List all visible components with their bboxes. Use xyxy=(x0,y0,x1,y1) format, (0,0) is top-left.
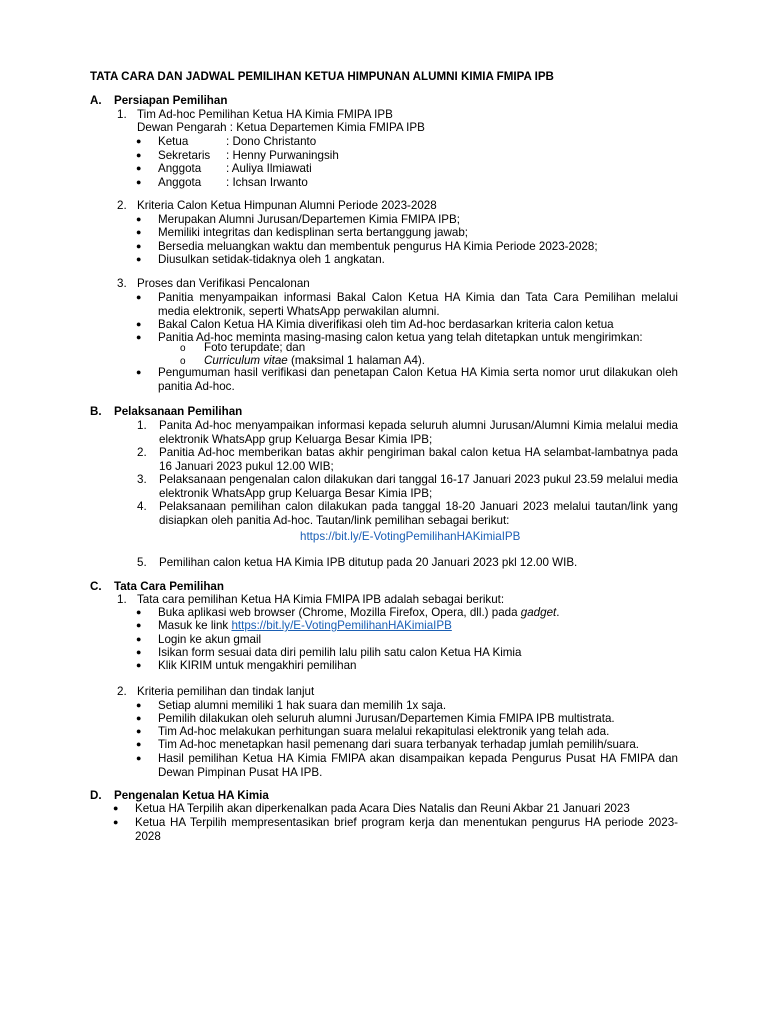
voting-link[interactable]: https://bit.ly/E-VotingPemilihanHAKimiaIPB xyxy=(300,530,521,543)
list-item-text: Buka aplikasi web browser (Chrome, Mozilla Firefox, Opera, dll.) pada xyxy=(158,606,521,619)
bullet-icon: ● xyxy=(136,292,142,302)
section-title: Pengenalan Ketua HA Kimia xyxy=(114,789,269,802)
list-item-text: Hasil pemilihan Ketua HA Kimia FMIPA akan disampaikan kepada Pengurus Pusat HA FMIPA dan Dewan Pimpinan Pusat HA IPB. xyxy=(158,752,678,779)
section-b-heading xyxy=(90,405,242,419)
bullet-icon: ● xyxy=(136,150,142,160)
list-number xyxy=(137,500,147,514)
section-title: Persiapan Pemilihan xyxy=(114,94,228,107)
list-item-text: Pengumuman hasil verifikasi dan penetapan Calon Ketua HA Kimia serta nomor urut dilakukan oleh panitia Ad-hoc. xyxy=(158,366,678,393)
list-item-text: Bakal Calon Ketua HA Kimia diverifikasi oleh tim Ad-hoc berdasarkan kriteria calon ketua xyxy=(158,318,614,331)
item-number: 2. xyxy=(137,446,147,459)
list-item-text: Tim Ad-hoc menetapkan hasil pemenang dari suara terbanyak terhadap jumlah pemilih/suara. xyxy=(158,738,639,751)
list-item-text: Isikan form sesuai data diri pemilih lalu pilih satu calon Ketua HA Kimia xyxy=(158,646,522,659)
pelaksanaan-item: Pelaksanaan pemilihan calon dilakukan pada tanggal 18-20 Januari 2023 melalui tautan/link yang disiapkan oleh panitia Ad-hoc. Tautan/link pemilihan sebagai berikut: xyxy=(159,500,678,527)
pelaksanaan-item: Panita Ad-hoc menyampaikan informasi kepada seluruh alumni Jurusan/Alumni Kimia melalui media elektronik WhatsApp grup Keluarga Besar Kimia IPB; xyxy=(159,419,678,446)
gadget-italic-text: gadget xyxy=(520,606,557,619)
circle-bullet-icon: o xyxy=(180,356,186,367)
list-number xyxy=(117,593,137,607)
bullet-icon: ● xyxy=(136,634,142,644)
member-name: : Ichsan Irwanto xyxy=(226,176,308,189)
section-title: Pelaksanaan Pemilihan xyxy=(114,405,243,418)
sub-item-text: Foto terupdate; dan xyxy=(204,341,306,354)
list-number xyxy=(137,556,147,570)
circle-bullet-icon: o xyxy=(180,343,186,354)
bullet-icon: ● xyxy=(136,700,142,710)
bullet-icon: ● xyxy=(136,332,142,342)
list-item-text: Panitia menyampaikan informasi Bakal Calon Ketua HA Kimia dan Tata Cara Pemilihan melalui media elektronik, seperti WhatsApp perwakilan alumni. xyxy=(158,291,678,318)
list-number xyxy=(117,108,137,122)
list-item-text: Panitia Ad-hoc meminta masing-masing calon ketua yang telah ditetapkan untuk mengirimkan: xyxy=(158,331,643,344)
cv-italic-text: Curriculum vitae xyxy=(204,354,288,367)
bullet-icon: ● xyxy=(136,319,142,329)
item-number: 1. xyxy=(117,108,127,121)
list-item-text: Login ke akun gmail xyxy=(158,633,262,646)
section-letter: C. xyxy=(90,580,102,593)
member-name: : Dono Christanto xyxy=(226,135,317,148)
tata-cara-heading: Tata cara pemilihan Ketua HA Kimia FMIPA IPB adalah sebagai berikut: xyxy=(137,593,505,606)
bullet-icon: ● xyxy=(136,241,142,251)
bullet-icon: ● xyxy=(113,803,119,813)
list-number xyxy=(117,277,137,291)
list-number xyxy=(117,199,137,213)
list-item-text: Memiliki integritas dan kedisplinan serta bertanggung jawab; xyxy=(158,226,468,239)
item-number: 3. xyxy=(117,277,127,290)
tim-adhoc-line: Tim Ad-hoc Pemilihan Ketua HA Kimia FMIPA IPB xyxy=(137,108,393,121)
pelaksanaan-item: Pelaksanaan pengenalan calon dilakukan dari tanggal 16-17 Januari 2023 pukul 23.59 melalui media elektronik WhatsApp grup Keluarga Besar Kimia IPB; xyxy=(159,473,678,500)
list-item-text: Merupakan Alumni Jurusan/Departemen Kimia FMIPA IPB; xyxy=(158,213,460,226)
list-number xyxy=(137,419,147,433)
list-item-text: Tim Ad-hoc melakukan perhitungan suara melalui rekapitulasi elektronik yang telah ada. xyxy=(158,725,610,738)
section-letter: A. xyxy=(90,94,102,107)
bullet-icon: ● xyxy=(136,647,142,657)
list-item-text: Masuk ke link xyxy=(158,619,232,632)
bullet-icon: ● xyxy=(136,739,142,749)
member-role: Sekretaris xyxy=(158,149,211,162)
kriteria-pemilihan-heading: Kriteria pemilihan dan tindak lanjut xyxy=(137,685,315,698)
bullet-icon: ● xyxy=(136,254,142,264)
bullet-icon: ● xyxy=(136,177,142,187)
voting-link-inline[interactable]: https://bit.ly/E-VotingPemilihanHAKimiaIPB xyxy=(231,619,452,632)
list-item-text: Pemilih dilakukan oleh seluruh alumni Jurusan/Departemen Kimia FMIPA IPB multistrata. xyxy=(158,712,615,725)
list-item-text: Klik KIRIM untuk mengakhiri pemilihan xyxy=(158,659,357,672)
voting-link-wrap xyxy=(300,530,520,544)
item-number: 2. xyxy=(117,685,127,698)
list-number xyxy=(137,473,147,487)
bullet-icon: ● xyxy=(136,726,142,736)
list-item-text: Bersedia meluangkan waktu dan membentuk pengurus HA Kimia Periode 2023-2028; xyxy=(158,240,598,253)
list-item-text: Ketua HA Terpilih mempresentasikan brief program kerja dan menentukan pengurus HA periode 2023-2028 xyxy=(135,816,678,843)
item-number: 2. xyxy=(117,199,127,212)
bullet-icon: ● xyxy=(136,660,142,670)
bullet-icon: ● xyxy=(136,713,142,723)
list-item-text: Diusulkan setidak-tidaknya oleh 1 angkatan. xyxy=(158,253,385,266)
list-item-text: Ketua HA Terpilih akan diperkenalkan pada Acara Dies Natalis dan Reuni Akbar 21 Januari 2023 xyxy=(135,802,630,815)
bullet-icon: ● xyxy=(136,607,142,617)
sub-item-text: (maksimal 1 halaman A4). xyxy=(287,354,426,367)
bullet-icon: ● xyxy=(113,817,119,827)
kriteria-calon-heading: Kriteria Calon Ketua Himpunan Alumni Periode 2023-2028 xyxy=(137,199,437,212)
section-d-heading xyxy=(90,789,269,803)
member-name: : Henny Purwaningsih xyxy=(226,149,339,162)
item-number: 4. xyxy=(137,500,147,513)
pelaksanaan-item: Panitia Ad-hoc memberikan batas akhir pengiriman bakal calon ketua HA selambat-lambatnya pada 16 Januari 2023 pukul 12.00 WIB; xyxy=(159,446,678,473)
member-role: Anggota xyxy=(158,176,202,189)
section-c-heading xyxy=(90,580,224,594)
section-title: Tata Cara Pemilihan xyxy=(114,580,224,593)
item-number: 1. xyxy=(137,419,147,432)
list-number xyxy=(137,446,147,460)
item-number: 1. xyxy=(117,593,127,606)
item-number: 5. xyxy=(137,556,147,569)
document-title: TATA CARA DAN JADWAL PEMILIHAN KETUA HIMPUNAN ALUMNI KIMIA FMIPA IPB xyxy=(90,70,554,83)
bullet-icon: ● xyxy=(136,753,142,763)
list-number xyxy=(117,685,137,699)
member-role: Ketua xyxy=(158,135,189,148)
pelaksanaan-item: Pemilihan calon ketua HA Kimia IPB ditutup pada 20 Januari 2023 pkl 12.00 WIB. xyxy=(159,556,578,569)
bullet-icon: ● xyxy=(136,367,142,377)
bullet-icon: ● xyxy=(136,136,142,146)
bullet-icon: ● xyxy=(136,163,142,173)
dewan-pengarah-line: Dewan Pengarah : Ketua Departemen Kimia FMIPA IPB xyxy=(137,121,425,134)
section-letter: D. xyxy=(90,789,102,802)
list-item-text: Setiap alumni memiliki 1 hak suara dan memilih 1x saja. xyxy=(158,699,447,712)
bullet-icon: ● xyxy=(136,227,142,237)
bullet-icon: ● xyxy=(136,214,142,224)
member-role: Anggota xyxy=(158,162,202,175)
section-a-heading xyxy=(90,94,227,108)
member-name: : Auliya Ilmiawati xyxy=(226,162,312,175)
bullet-icon: ● xyxy=(136,620,142,630)
item-number: 3. xyxy=(137,473,147,486)
proses-verifikasi-heading: Proses dan Verifikasi Pencalonan xyxy=(137,277,310,290)
section-letter: B. xyxy=(90,405,102,418)
period-text: . xyxy=(556,606,560,619)
